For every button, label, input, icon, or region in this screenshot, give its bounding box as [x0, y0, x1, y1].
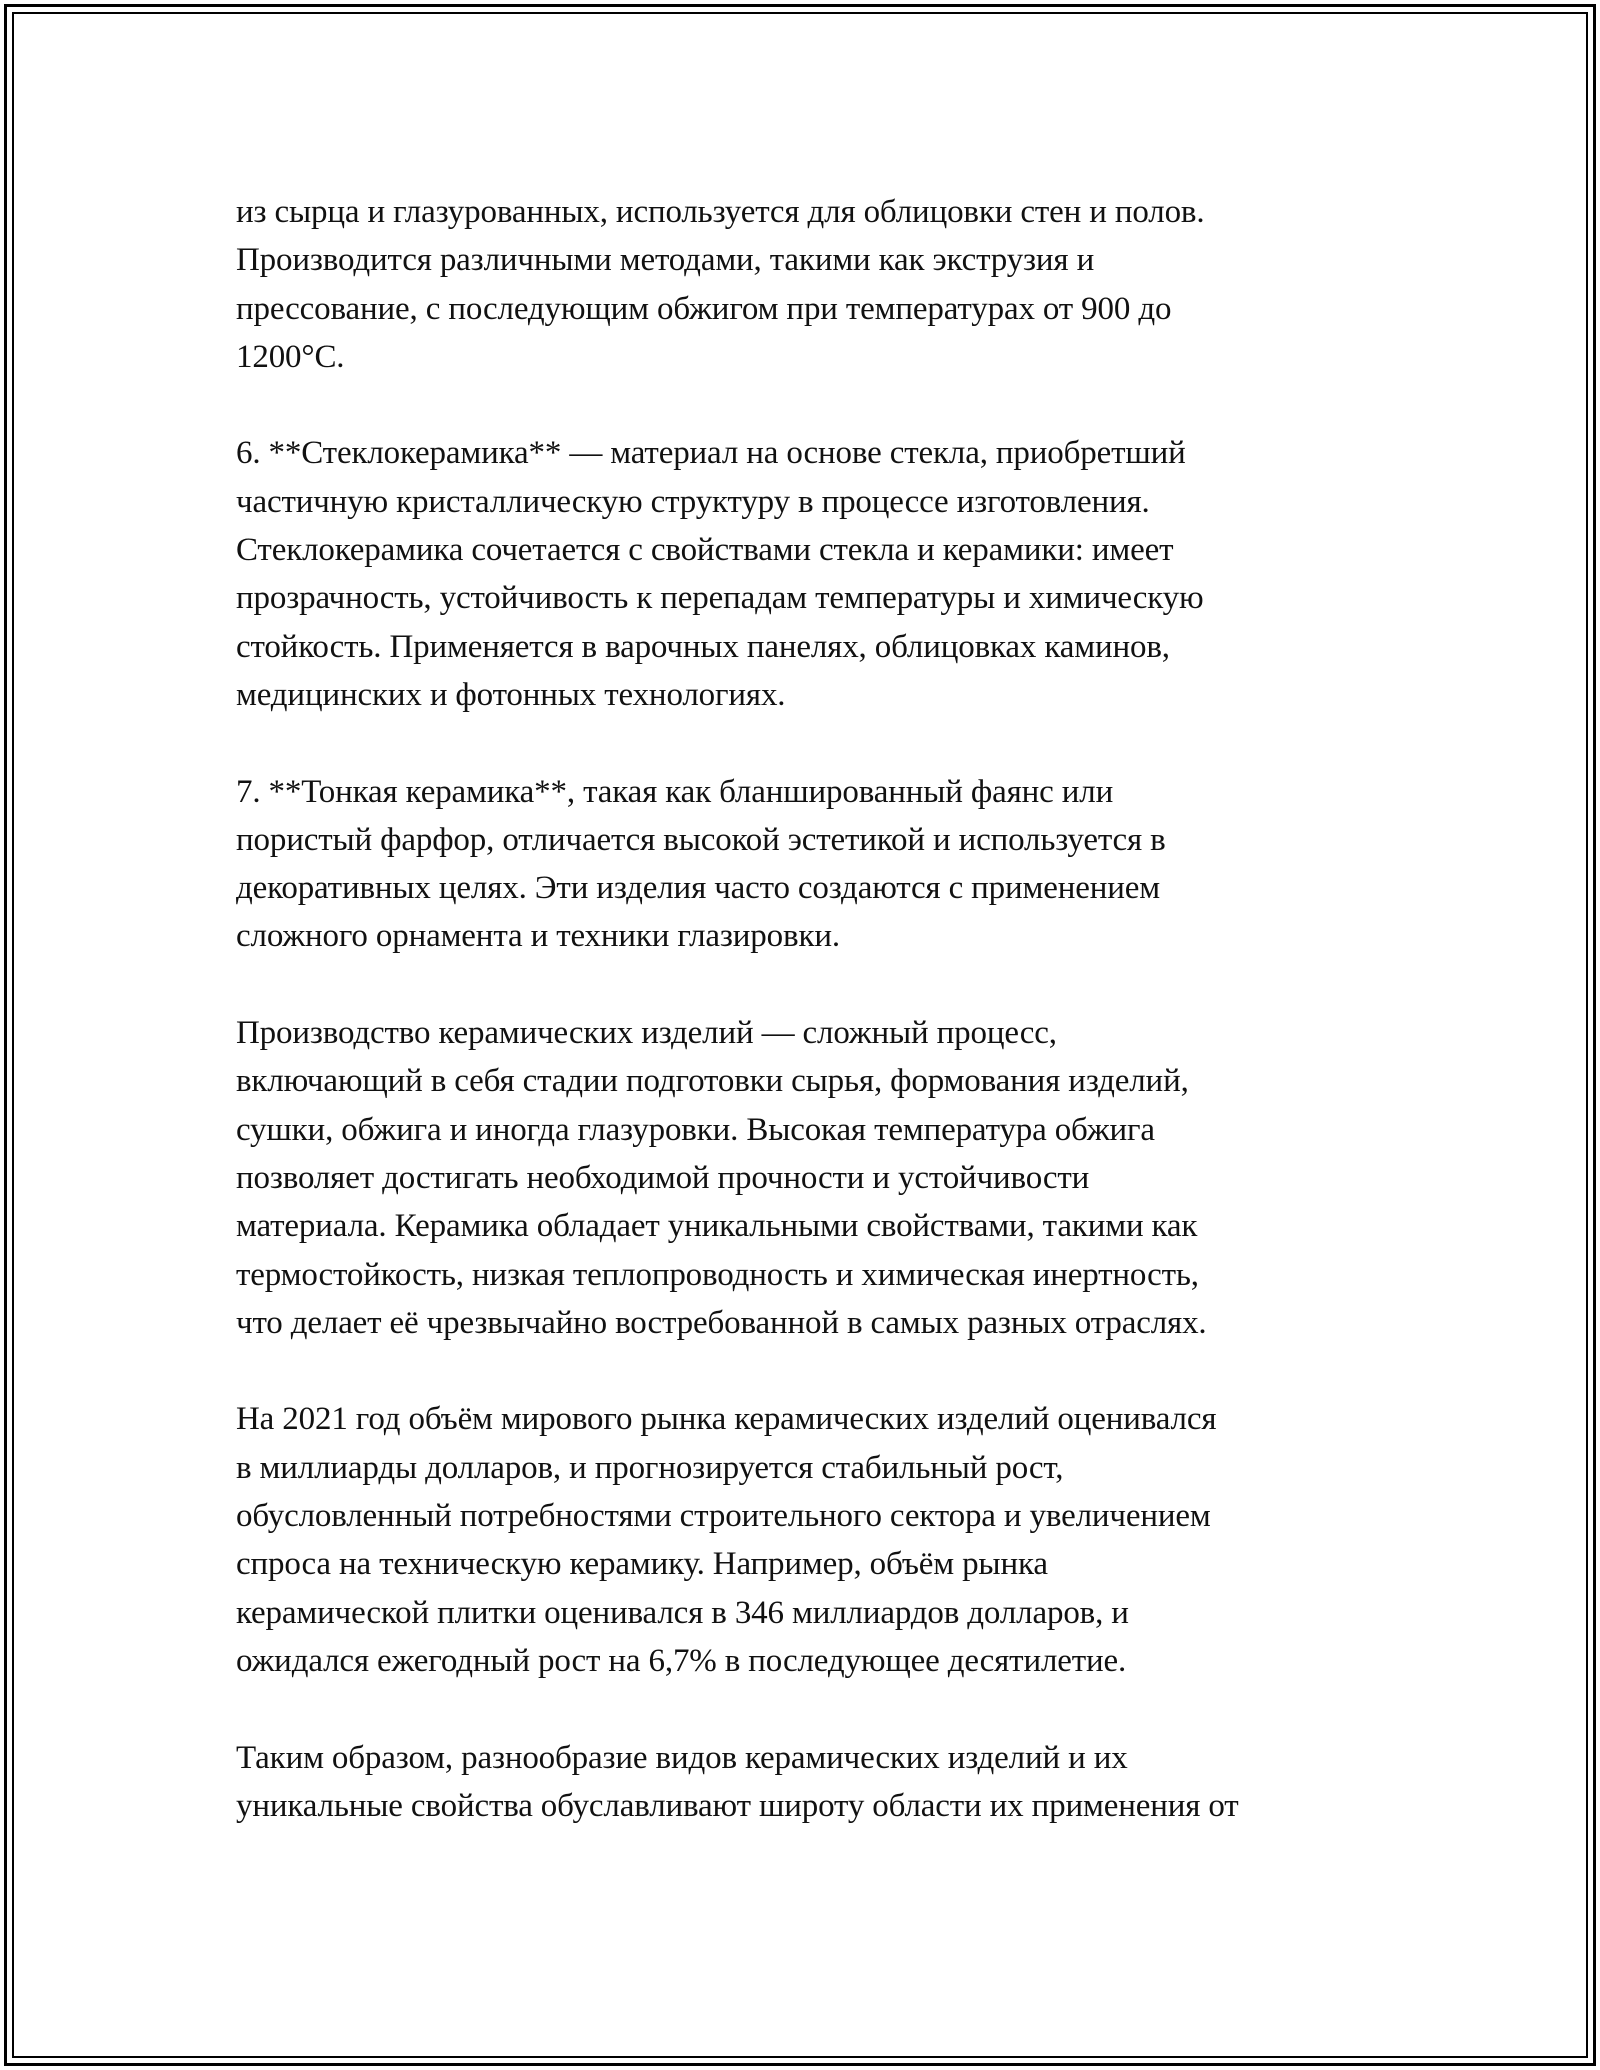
- text-line: из сырца и глазурованных, используется для облицовки стен и полов.: [236, 194, 1205, 230]
- text-line: ожидался ежегодный рост на 6,7% в последующее десятилетие.: [236, 1642, 1127, 1679]
- text-line: медицинских и фотонных технологиях.: [236, 676, 786, 713]
- text-line: частичную кристаллическую структуру в процессе изготовления.: [236, 483, 1150, 520]
- text-line: 1200°C.: [236, 338, 345, 375]
- text-line: пористый фарфор, отличается высокой эстетикой и используется в: [236, 821, 1166, 858]
- text-line: спроса на техническую керамику. Например, объём рынка: [236, 1546, 1048, 1583]
- text-line: 6. **Стеклокерамика** — материал на основе стекла, приобретший: [236, 435, 1186, 472]
- paragraph-market-size: [236, 1395, 1376, 1685]
- paragraph-fine-ceramics: [236, 768, 1376, 961]
- text-line: Стеклокерамика сочетается с свойствами стекла и керамики: имеет: [236, 532, 1174, 569]
- paragraph-conclusion: [236, 1734, 1376, 1831]
- text-line: сложного орнамента и техники глазировки.: [236, 918, 840, 955]
- text-line: Производится различными методами, такими как экструзия и: [236, 242, 1095, 279]
- text-line: в миллиарды долларов, и прогнозируется стабильный рост,: [236, 1449, 1064, 1486]
- text-line: прессование, с последующим обжигом при температурах от 900 до: [236, 290, 1172, 327]
- document-body: [236, 188, 1376, 1830]
- paragraph-production-process: [236, 1009, 1376, 1347]
- text-line: Производство керамических изделий — сложный процесс,: [236, 1015, 1057, 1052]
- paragraph-glass-ceramics: [236, 429, 1376, 719]
- text-line: стойкость. Применяется в варочных панелях, облицовках каминов,: [236, 628, 1170, 665]
- text-line: уникальные свойства обуславливают широту области их применения от: [236, 1787, 1239, 1824]
- text-line: что делает её чрезвычайно востребованной в самых разных отраслях.: [236, 1304, 1207, 1341]
- text-line: обусловленный потребностями строительного сектора и увеличением: [236, 1498, 1211, 1535]
- text-line: сушки, обжига и иногда глазуровки. Высокая температура обжига: [236, 1111, 1155, 1148]
- text-line: позволяет достигать необходимой прочности и устойчивости: [236, 1159, 1090, 1196]
- text-line: декоративных целях. Эти изделия часто создаются с применением: [236, 870, 1161, 907]
- text-line: 7. **Тонкая керамика**, такая как бланшированный фаянс или: [236, 773, 1114, 810]
- text-line: керамической плитки оценивался в 346 миллиардов долларов, и: [236, 1594, 1129, 1631]
- text-line: прозрачность, устойчивость к перепадам температуры и химическую: [236, 580, 1204, 617]
- paragraph-ceramic-tile-continuation: [236, 188, 1376, 381]
- text-line: Таким образом, разнообразие видов керамических изделий и их: [236, 1739, 1128, 1776]
- text-line: материала. Керамика обладает уникальными свойствами, такими как: [236, 1208, 1198, 1245]
- text-line: включающий в себя стадии подготовки сырья, формования изделий,: [236, 1063, 1189, 1100]
- text-line: На 2021 год объём мирового рынка керамических изделий оценивался: [236, 1401, 1217, 1438]
- text-line: термостойкость, низкая теплопроводность и химическая инертность,: [236, 1256, 1199, 1293]
